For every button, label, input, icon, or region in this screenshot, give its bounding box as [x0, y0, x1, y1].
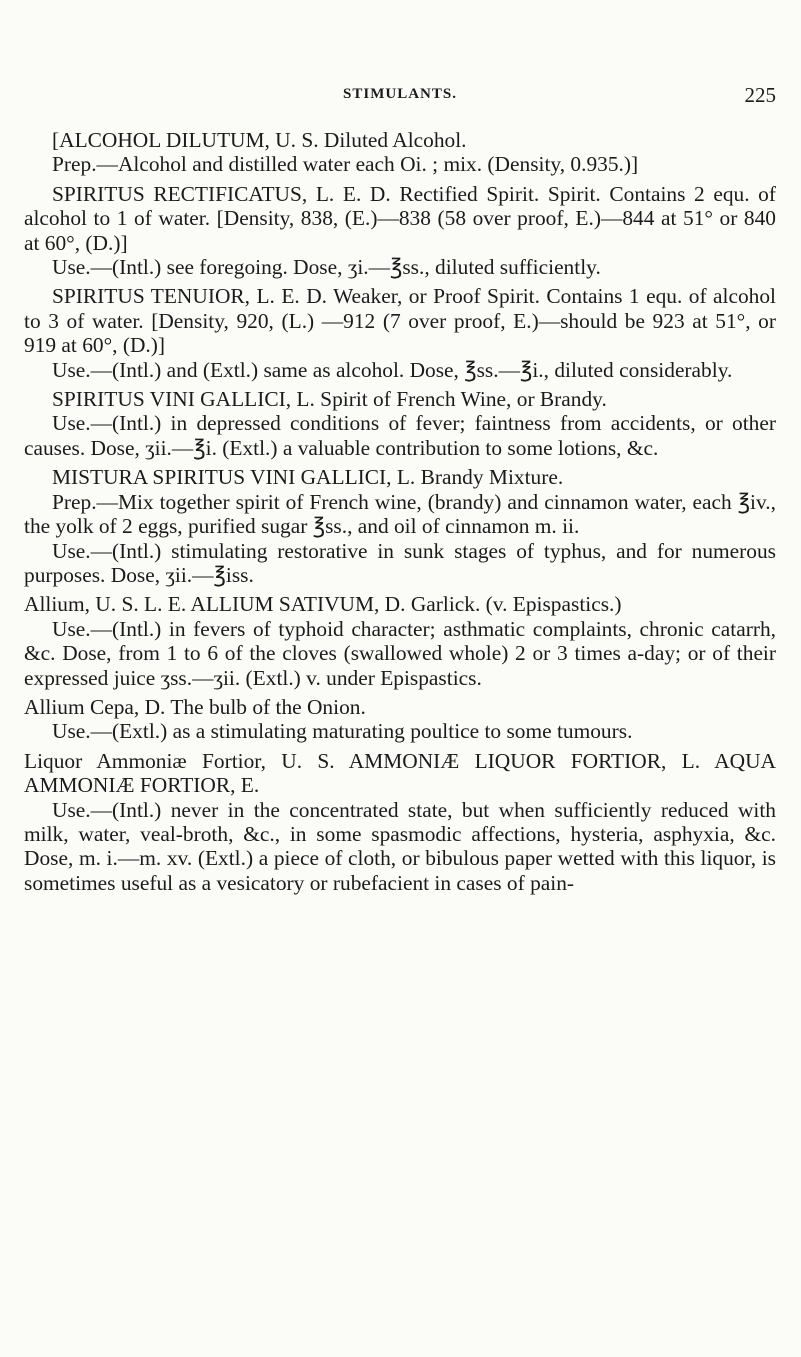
entry-spiritus-vini-gallici-heading: SPIRITUS VINI GALLICI, L. Spirit of French Wine, or Brandy.	[52, 387, 607, 412]
page-number: 225	[744, 83, 776, 107]
entry-liquor-ammoniae-use: Use.—(Intl.) never in the concentrated state, but when sufficiently reduced with milk, water, veal-broth, &c., in some spasmodic affections, hysteria, asphyxia, &c. Dose, m. i.—m. xv. (Extl.) a piece of cloth, or bibulous paper wetted with this liquor, is sometimes useful as a vesicatory or rubefacient in cases of pain-	[24, 797, 776, 895]
entry-allium-cepa-heading: Allium Cepa, D. The bulb of the Onion.	[24, 694, 366, 719]
running-title: STIMULANTS.	[343, 86, 457, 102]
entry-mistura-use: Use.—(Intl.) stimulating restorative in sunk stages of typhus, and for numerous purposes. Dose, ʒii.—℥iss.	[24, 538, 776, 587]
entry-allium-use: Use.—(Intl.) in fevers of typhoid character; asthmatic complaints, chronic catarrh, &c. Dose, from 1 to 6 of the cloves (swallowed whole) 2 or 3 times a-day; or of their expressed juice ʒss.—ʒii. (Extl.) v. under Epispastics.	[24, 616, 776, 690]
page-body	[24, 128, 776, 895]
entry-spiritus-rectificatus-heading: SPIRITUS RECTIFICATUS, L. E. D. Rectified Spirit. Spirit. Contains 2 equ. of alcohol to 1 of water. [Density, 838, (E.)—838 (58 over proof, E.)—844 at 51° or 840 at 60°, (D.)]	[24, 181, 776, 255]
entry-alcohol-dilutum-heading: [ALCOHOL DILUTUM, U. S. Diluted Alcohol.	[52, 128, 467, 152]
entry-liquor-ammoniae-heading: Liquor Ammoniæ Fortior, U. S. AMMONIÆ LIQUOR FORTIOR, L. AQUA AMMONIÆ FORTIOR, E.	[24, 748, 776, 798]
entry-mistura-prep: Prep.—Mix together spirit of French wine, (brandy) and cinnamon water, each ℥iv., the yolk of 2 eggs, purified sugar ℥ss., and oil of cinnamon m. ii.	[24, 489, 776, 539]
entry-alcohol-dilutum-prep: Prep.—Alcohol and distilled water each Oi. ; mix. (Density, 0.935.)]	[52, 152, 639, 177]
entry-spiritus-tenuior-heading: SPIRITUS TENUIOR, L. E. D. Weaker, or Proof Spirit. Contains 1 equ. of alcohol to 3 of water. [Density, 920, (L.) —912 (7 over proof, E.)—should be 923 at 51°, or 919 at 60°, (D.)]	[24, 284, 776, 358]
entry-allium-cepa-use: Use.—(Extl.) as a stimulating maturating poultice to some tumours.	[52, 719, 633, 744]
entry-spiritus-tenuior-use: Use.—(Intl.) and (Extl.) same as alcohol. Dose, ℥ss.—℥i., diluted considerably.	[52, 357, 733, 382]
page-header	[24, 83, 776, 110]
entry-mistura-heading: MISTURA SPIRITUS VINI GALLICI, L. Brandy Mixture.	[52, 465, 564, 490]
entry-spiritus-vini-gallici-use: Use.—(Intl.) in depressed conditions of fever; faintness from accidents, or other causes. Dose, ʒii.—℥i. (Extl.) a valuable contribution to some lotions, &c.	[24, 411, 776, 460]
entry-spiritus-rectificatus-use: Use.—(Intl.) see foregoing. Dose, ʒi.—℥ss., diluted sufficiently.	[52, 255, 601, 280]
entry-allium-heading: Allium, U. S. L. E. ALLIUM SATIVUM, D. Garlick. (v. Epispastics.)	[24, 592, 622, 617]
